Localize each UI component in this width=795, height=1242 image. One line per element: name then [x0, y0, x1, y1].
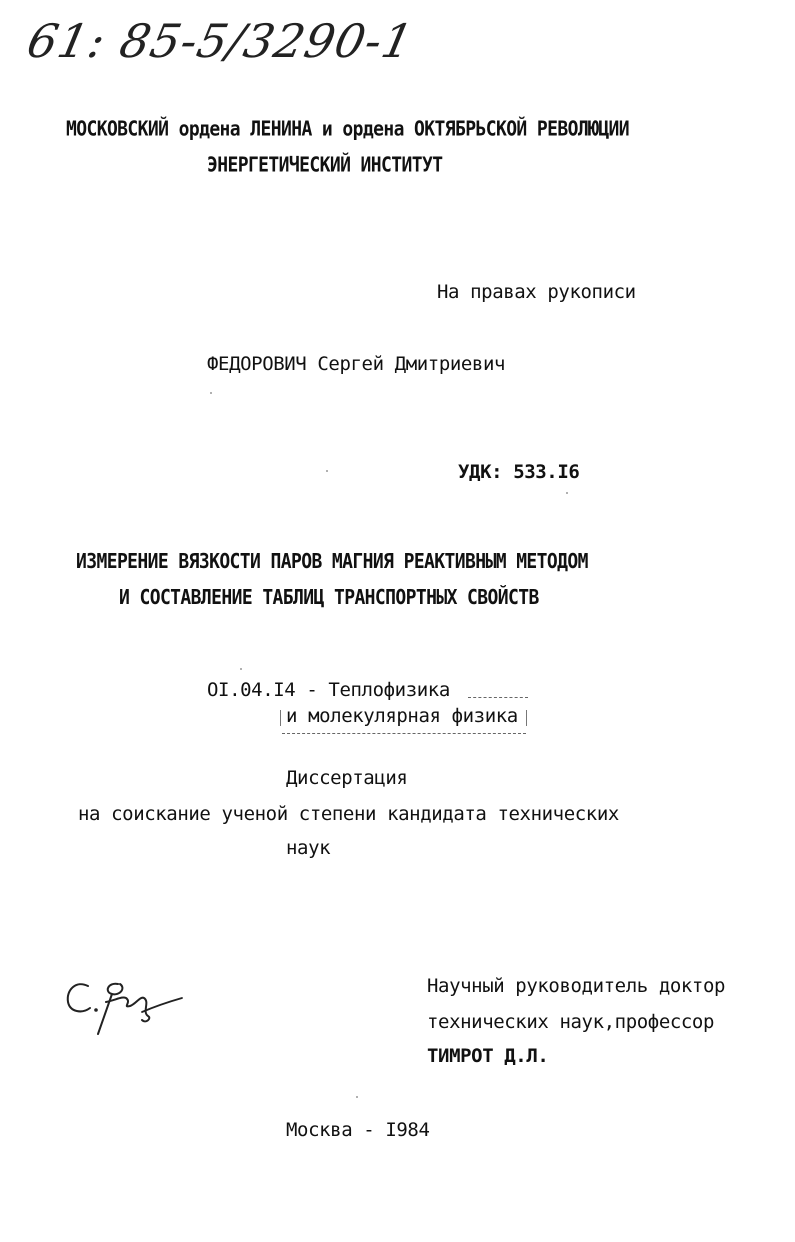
specialty-line-1: OI.04.I4 - Теплофизика: [207, 679, 450, 701]
specialty-bracket-right: [526, 710, 527, 726]
supervisor-line-1: Научный руководитель доктор: [427, 975, 726, 997]
shelfmark-handwritten: 61: 85-5/3290-1: [22, 14, 419, 68]
rights-note: На правах рукописи: [437, 281, 636, 303]
degree-line-1: Диссертация: [286, 767, 408, 789]
scan-speck: [326, 470, 328, 472]
title-line-2: И СОСТАВЛЕНИЕ ТАБЛИЦ ТРАНСПОРТНЫХ СВОЙСТВ: [119, 585, 539, 610]
institution-line-2: ЭНЕРГЕТИЧЕСКИЙ ИНСТИТУТ: [207, 153, 443, 178]
scan-speck: [240, 668, 242, 670]
scan-speck: [210, 392, 212, 394]
specialty-bracket-left: [280, 710, 281, 726]
scan-speck: [566, 492, 568, 494]
specialty-line-2: и молекулярная физика: [286, 705, 518, 727]
specialty-overline: [468, 697, 528, 698]
specialty-underline: [282, 733, 526, 734]
scan-speck: [356, 1096, 358, 1098]
city-year: Москва - I984: [286, 1119, 430, 1141]
title-line-1: ИЗМЕРЕНИЕ ВЯЗКОСТИ ПАРОВ МАГНИЯ РЕАКТИВНЫМ МЕТОДОМ: [76, 549, 588, 574]
degree-line-3: наук: [286, 837, 331, 859]
author-signature: [60, 972, 190, 1042]
institution-line-1: МОСКОВСКИЙ ордена ЛЕНИНА и ордена ОКТЯБРЬСКОЙ РЕВОЛЮЦИИ: [66, 117, 630, 142]
supervisor-line-2: технических наук,профессор: [427, 1011, 715, 1033]
supervisor-line-3: ТИМРОТ Д.Л.: [427, 1045, 549, 1067]
degree-line-2: на соискание ученой степени кандидата технических: [78, 803, 619, 825]
udc-code: УДК: 533.I6: [458, 461, 580, 483]
author-name: ФЕДОРОВИЧ Сергей Дмитриевич: [207, 353, 506, 375]
